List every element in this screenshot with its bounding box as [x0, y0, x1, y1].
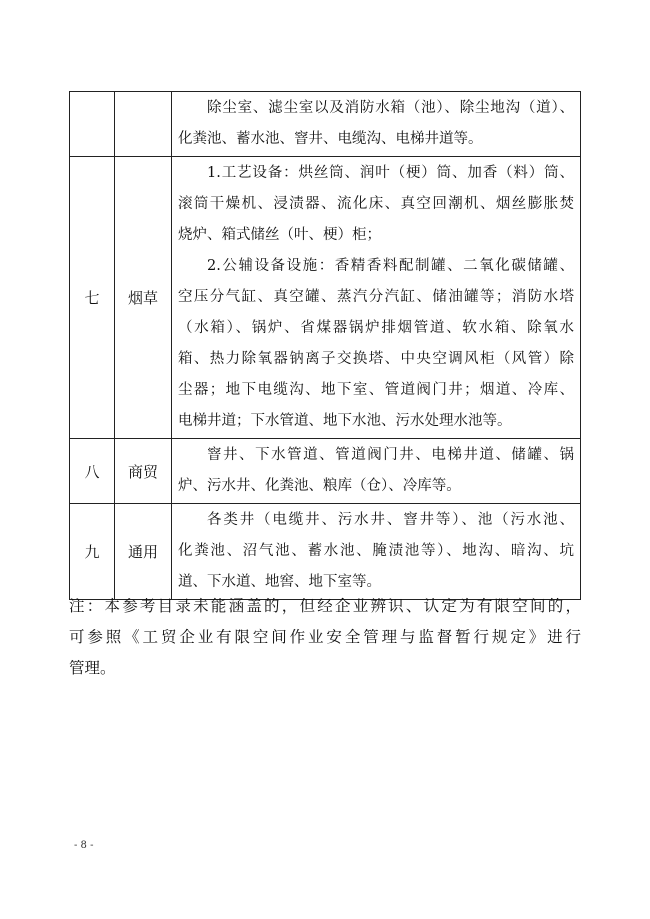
content-line: 1.工艺设备：烘丝筒、润叶（梗）筒、加香（料）筒、	[207, 165, 574, 181]
row-category-cell	[115, 92, 172, 157]
content-line: 尘器；地下电缆沟、地下室、管道阀门井；烟道、冷库、	[178, 382, 574, 398]
row-category-cell: 商贸	[115, 439, 172, 504]
content-line: （水箱）、锅炉、省煤器锅炉排烟管道、软水箱、除氧水	[178, 320, 574, 336]
row-content-cell	[172, 92, 581, 157]
row-content-cell	[172, 504, 581, 600]
content-line: 空压分气缸、真空罐、蒸汽分汽缸、储油罐等；消防水塔	[178, 289, 574, 305]
content-line: 滚筒干燥机、浸渍器、流化床、真空回潮机、烟丝膨胀焚	[178, 196, 574, 212]
content-line: 2.公辅设备设施：香精香料配制罐、二氧化碳储罐、	[207, 258, 574, 274]
row-number-cell: 七	[70, 157, 115, 439]
table-row	[70, 504, 581, 600]
row-number-cell	[70, 92, 115, 157]
row-category-cell: 通用	[115, 504, 172, 600]
content-line: 窨井、下水管道、管道阀门井、电梯井道、储罐、锅	[207, 447, 574, 463]
confined-space-catalog-table	[69, 91, 581, 600]
content-line: 烧炉、箱式储丝（叶、梗）柜；	[178, 227, 381, 243]
row-category-cell: 烟草	[115, 157, 172, 439]
row-number-cell: 八	[70, 439, 115, 504]
content-line: 道、下水道、地窖、地下室等。	[178, 574, 381, 590]
content-line: 除尘室、滤尘室以及消防水箱（池）、除尘地沟（道）、	[207, 100, 574, 116]
content-line: 箱、热力除氧器钠离子交换塔、中央空调风柜（风管）除	[178, 351, 574, 367]
footnote	[69, 591, 581, 684]
row-content-cell	[172, 157, 581, 439]
content-line: 化粪池、蓄水池、窨井、电缆沟、电梯井道等。	[178, 131, 483, 147]
content-line: 炉、污水井、化粪池、粮库（仓）、冷库等。	[178, 478, 461, 494]
content-line: 电梯井道；下水管道、地下水池、污水处理水池等。	[178, 413, 512, 429]
table-row	[70, 92, 581, 157]
footnote-line: 注：本参考目录未能涵盖的，但经企业辨识、认定为有限空间的，	[69, 597, 581, 615]
footnote-line: 管理。	[69, 659, 116, 677]
content-line: 各类井（电缆井、污水井、窨井等）、池（污水池、	[207, 512, 574, 528]
content-line: 化粪池、沼气池、蓄水池、腌渍池等）、地沟、暗沟、坑	[178, 543, 574, 559]
footnote-line: 可参照《工贸企业有限空间作业安全管理与监督暂行规定》进行	[69, 628, 581, 646]
page-number: - 8 -	[74, 840, 94, 851]
row-number-cell: 九	[70, 504, 115, 600]
row-content-cell	[172, 439, 581, 504]
table-row	[70, 157, 581, 439]
table-row	[70, 439, 581, 504]
